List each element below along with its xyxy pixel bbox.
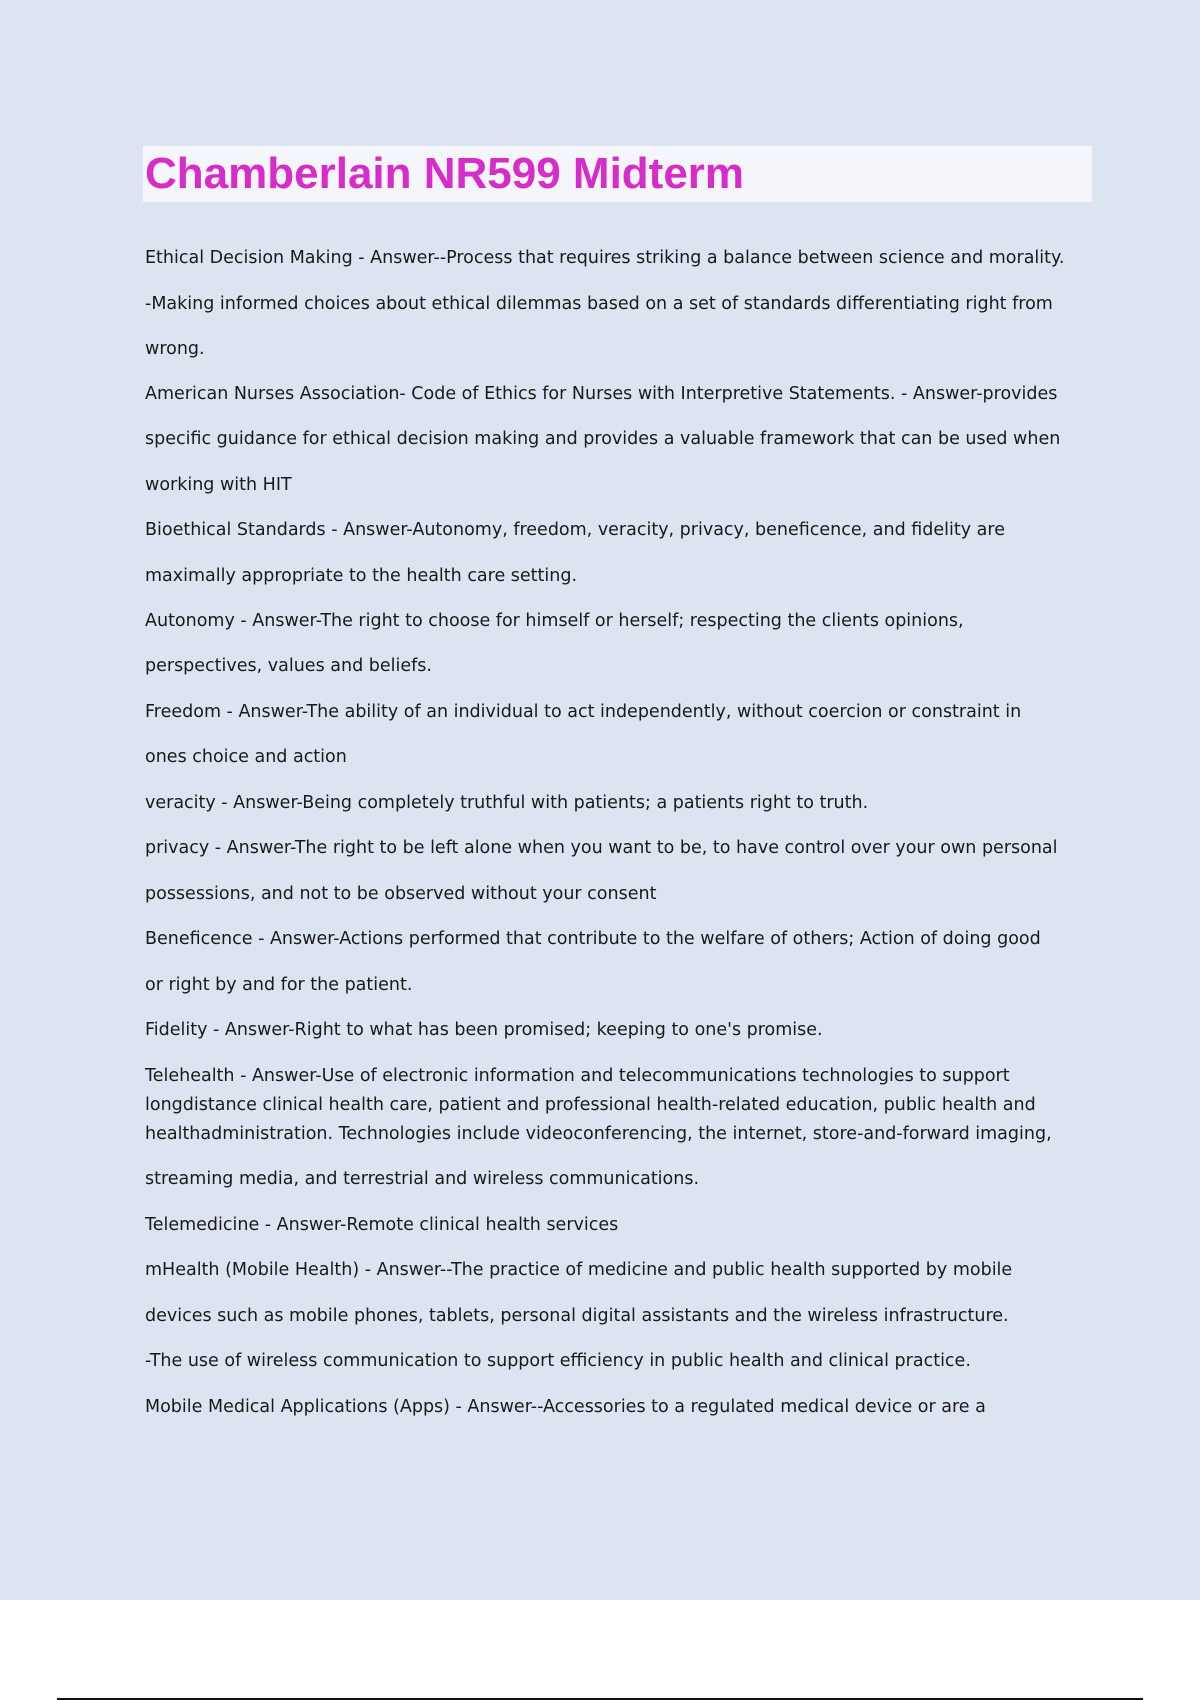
text-line: devices such as mobile phones, tablets, personal digital assistants and the wireless infrastructure. — [145, 1306, 1009, 1326]
text-line: privacy - Answer-The right to be left alone when you want to be, to have control over your own personal — [145, 838, 1058, 858]
document-title: Chamberlain NR599 Midterm — [145, 149, 745, 198]
text-line: Autonomy - Answer-The right to choose for himself or herself; respecting the clients opinions, — [145, 611, 964, 631]
text-line: Mobile Medical Applications (Apps) - Answer--Accessories to a regulated medical device or are a — [145, 1397, 986, 1417]
text-line: streaming media, and terrestrial and wireless communications. — [145, 1169, 700, 1189]
text-line: Telemedicine - Answer-Remote clinical health services — [145, 1215, 619, 1235]
text-line: ones choice and action — [145, 747, 347, 767]
text-line: specific guidance for ethical decision making and provides a valuable framework that can be used when — [145, 429, 1061, 449]
text-line: maximally appropriate to the health care setting. — [145, 566, 578, 586]
text-line: -The use of wireless communication to support efficiency in public health and clinical practice. — [145, 1351, 971, 1371]
text-line: wrong. — [145, 339, 205, 359]
text-line: veracity - Answer-Being completely truthful with patients; a patients right to truth. — [145, 793, 869, 813]
text-line: mHealth (Mobile Health) - Answer--The practice of medicine and public health supported by mobile — [145, 1260, 1013, 1280]
text-line: Fidelity - Answer-Right to what has been promised; keeping to one's promise. — [145, 1020, 823, 1040]
text-line: Ethical Decision Making - Answer--Process that requires striking a balance between science and morality. — [145, 248, 1065, 268]
text-line: perspectives, values and beliefs. — [145, 656, 432, 676]
text-line: Beneficence - Answer-Actions performed that contribute to the welfare of others; Action of doing good — [145, 929, 1041, 949]
text-line: longdistance clinical health care, patient and professional health-related education, public health and — [145, 1095, 1036, 1115]
text-line: Telehealth - Answer-Use of electronic information and telecommunications technologies to support — [145, 1066, 1010, 1086]
text-line: American Nurses Association- Code of Ethics for Nurses with Interpretive Statements. - Answer-provides — [145, 384, 1058, 404]
text-line: Bioethical Standards - Answer-Autonomy, freedom, veracity, privacy, beneficence, and fidelity are — [145, 520, 1005, 540]
text-line: Freedom - Answer-The ability of an individual to act independently, without coercion or constraint in — [145, 702, 1022, 722]
text-line: -Making informed choices about ethical dilemmas based on a set of standards differentiating right from — [145, 294, 1053, 314]
text-line: healthadministration. Technologies include videoconferencing, the internet, store-and-forward imaging, — [145, 1124, 1052, 1144]
text-line: working with HIT — [145, 475, 292, 495]
text-line: or right by and for the patient. — [145, 975, 413, 995]
text-line: possessions, and not to be observed without your consent — [145, 884, 657, 904]
